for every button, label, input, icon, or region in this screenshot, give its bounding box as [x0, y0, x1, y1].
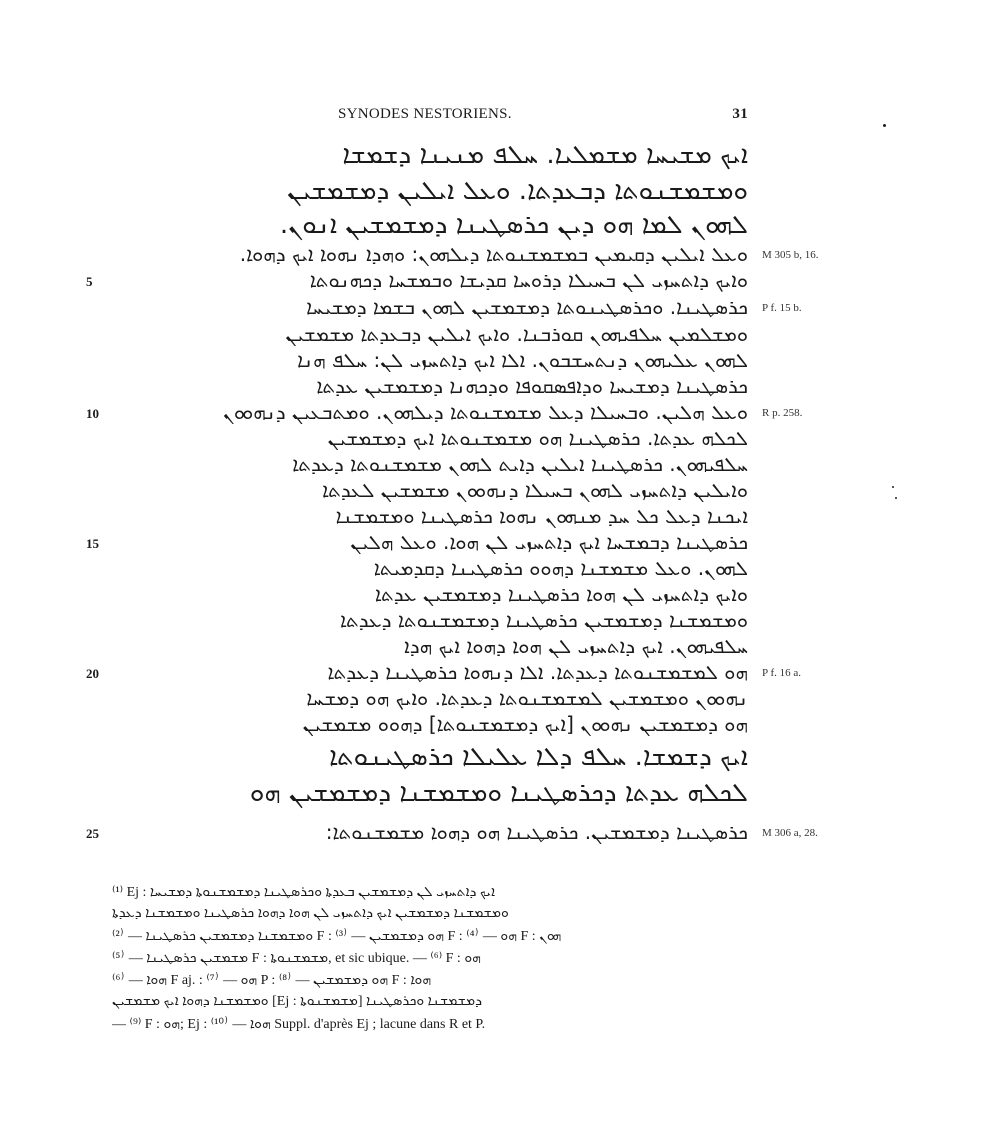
- footnote-line: ܘܡܫܡܫܢܐ ܕܗܘܐ ܐܝܟ ܡܫܡܫܝܢ [Ej : ܡܫܡܫܢܘܬܐ] ܕܡܫܡܫܢܐ ܘܟܪܣܛܝܢܐ: [112, 994, 483, 1009]
- syriac-line-text: ܟܪܣܛܝܢܐ ܕܡܫܡܫܝܢ. ܟܪܣܛܝܢܐ ܗܘ ܕܗܘܐ ܡܫܡܫܢܘܬܐ:: [325, 820, 748, 844]
- footnote-line: ⁽¹⁾ Ej : ܐܝܟ ܕܐܬܚܙܝ ܠܢ ܕܡܫܡܫܝܢ ܒܥܕܬܐ ܘܟܪܣܛܝܢܐ ܕܡܫܡܫܢܘܬܐ ܕܡܫܝܚܐ: [112, 885, 496, 900]
- margin-reference: P f. 15 b.: [762, 302, 802, 314]
- text-line: [0, 742, 982, 772]
- page-speck: [895, 497, 897, 499]
- line-number: 5: [86, 274, 93, 289]
- syriac-line-text: ܟܪܣܛܝܢܐ ܕܡܫܝܚܐ ܘܕܐܦܣܩܘܦܐ ܘܕܟܗܢܐ ܕܡܫܡܫܝܢ ܥܕܬܐ: [316, 374, 748, 398]
- footnote-line: ܘܡܫܡܫܢܐ ܕܡܫܡܫܝܢ ܟܪܣܛܝܢܐ — ⁽²⁾ F : ܗܘ ܕܡܫܡܫܝܢ — ⁽³⁾ F : ܗܘ — ⁽⁴⁾ F : ܗܘܢ: [112, 929, 562, 944]
- syriac-line-text: ܠܟܠܗ ܥܕܬܐ ܕܟܪܣܛܝܢܐ ܘܡܫܡܫܢܐ ܕܡܫܡܫܝܢ ܗܘ: [249, 778, 748, 808]
- margin-reference: M 306 a, 28.: [762, 827, 818, 839]
- footnote-line: — ⁽⁹⁾ F : ܗܘ; Ej : ܗܘܐ — ⁽¹⁰⁾ Suppl. d'après Ej ; lacune dans R et P.: [112, 1017, 486, 1032]
- syriac-line-text: ܘܡܫܡܫܢܘܬܐ ܕܒܥܕܬܐ. ܘܥܠ ܐܝܠܝܢ ܕܡܫܡܫܝܢ: [287, 176, 748, 206]
- syriac-line-text: ܢܗܘܘܢ ܘܡܫܡܫܝܢ ܠܡܫܡܫܢܘܬܐ ܕܥܕܬܐ. ܘܐܝܟ ܗܘ ܕܡܫܚܐ: [306, 686, 748, 710]
- syriac-line-text: ܠܗܘܢ ܠܡܐ ܗܘ ܕܝܢ ܟܪܣܛܝܢܐ ܕܡܫܡܫܝܢ ܐܢܘܢ.: [279, 210, 748, 240]
- text-line: [0, 176, 982, 206]
- syriac-line-text: ܠܗܘܢ. ܘܥܠ ܡܫܡܫܢܐ ܕܗܘܘ ܟܪܣܛܝܢܐ ܕܩܕܡܝܬܐ: [373, 556, 748, 580]
- syriac-line-text: ܘܥܠ ܗܠܝܢ. ܘܒܚܝܠܐ ܕܥܠ ܡܫܡܫܢܘܬܐ ܕܝܠܗܘܢ. ܘܡܬܒܥܝܢ ܕܢܗܘܘܢ: [223, 400, 748, 424]
- syriac-line-text: ܘܡܫܠܡܝܢ ܚܠܦܝܗܘܢ ܩܘܪܒܢܐ. ܘܐܝܟ ܐܝܠܝܢ ܕܒܥܕܬܐ ܡܫܡܫܝܢ: [285, 322, 748, 346]
- text-line: [0, 295, 982, 325]
- page-number: 31: [732, 106, 748, 122]
- syriac-line-text: ܘܐܝܟ ܕܐܬܚܙܝ ܠܢ ܗܘܐ ܟܪܣܛܝܢܐ ܕܡܫܡܫܝܢ ܥܕܬܐ: [374, 582, 748, 606]
- syriac-line-text: ܘܐܝܟ ܕܐܬܚܙܝ ܠܢ ܒܚܝܠܐ ܕܪܘܚܐ ܩܕܝܫܐ ܘܒܡܫܚܐ ܕܟܗܢܘܬܐ: [309, 268, 748, 292]
- syriac-line-text: ܘܡܫܡܫܢܐ ܕܡܫܡܫܝܢ ܟܪܣܛܝܢܐ ܕܡܫܡܫܢܘܬܐ ܕܥܕܬܐ: [339, 608, 748, 632]
- text-line: [0, 140, 982, 170]
- syriac-line-text: ܠܗܘܢ ܥܠܝܗܘܢ ܕܢܬܚܫܒܘܢ. ܐܠܐ ܐܝܟ ܕܐܬܚܙܝ ܠܢ: ܚܠܦ ܗܢܐ: [297, 348, 748, 372]
- text-line: [0, 778, 982, 808]
- text-line: [0, 712, 982, 742]
- syriac-line-text: ܐܝܟ ܕܫܡܫܐ. ܚܠܦ ܕܠܐ ܥܠܝܠܐ ܟܪܣܛܝܢܘܬܐ: [329, 742, 748, 772]
- syriac-line-text: ܐܝܟ ܡܫܝܚܐ ܡܫܡܠܝܐ. ܚܠܦ ܡܢܝܢܐ ܕܫܡܫܐ: [342, 140, 748, 170]
- page-speck: [892, 486, 894, 488]
- syriac-line-text: ܗܘ ܕܡܫܡܫܝܢ ܢܗܘܘܢ [ܐܝܟ ܕܡܫܡܫܢܘܬܐ] ܕܗܘܘ ܡܫܡܫܝܢ: [302, 712, 748, 736]
- syriac-line-text: ܚܠܦܝܗܘܢ. ܐܝܟ ܕܐܬܚܙܝ ܠܢ ܗܘܐ ܕܗܘܐ ܐܝܟ ܗܕܐ: [404, 634, 748, 658]
- page-speck: [883, 124, 886, 127]
- margin-reference: R p. 258.: [762, 407, 803, 419]
- line-number: 10: [86, 406, 99, 421]
- syriac-line-text: ܗܘ ܠܡܫܡܫܢܘܬܐ ܕܥܕܬܐ. ܐܠܐ ܕܢܗܘܐ ܟܪܣܛܝܢܐ ܕܥܕܬܐ: [327, 660, 748, 684]
- line-number: 20: [86, 666, 99, 681]
- syriac-line-text: ܘܥܠ ܐܝܠܝܢ ܕܩܝܡܝܢ ܒܡܫܡܫܢܘܬܐ ܕܝܠܗܘܢ: ܘܗܕܐ ܢܗܘܐ ܐܝܟ ܕܗܘܐ.: [239, 242, 748, 266]
- syriac-line-text: ܟܪܣܛܝܢܐ. ܘܟܪܣܛܝܢܘܬܐ ܕܡܫܡܫܝܢ ܠܗܘܢ ܒܫܡܐ ܕܡܫܝܚܐ: [306, 295, 748, 319]
- text-line: [0, 268, 982, 298]
- margin-reference: P f. 16 a.: [762, 667, 802, 679]
- footnote-line: ܘܡܫܡܫܢܐ ܕܡܫܡܫܝܢ ܐܝܟ ܕܐܬܚܙܝ ܠܢ ܗܘܐ ܕܗܘܐ ܟܪܣܛܝܢܐ ܘܡܫܡܫܢܐ ܕܥܕܬܐ: [112, 906, 509, 921]
- syriac-line-text: ܐܝܟܢܐ ܕܥܠ ܟܠ ܚܕ ܡܢܗܘܢ ܢܗܘܐ ܟܪܣܛܝܢܐ ܘܡܫܡܫܢܐ: [335, 504, 748, 528]
- line-number: 25: [86, 826, 99, 841]
- footnote-line: ܡܫܡܫܝܢ ܟܪܣܛܝܢܐ — ⁽⁵⁾ F : ܡܫܡܫܢܘܬܐ, et sic ubique. — ⁽⁶⁾ F : ܗܘ: [112, 951, 481, 966]
- syriac-line-text: ܠܟܠܗ ܥܕܬܐ. ܟܪܣܛܝܢܐ ܗܘ ܡܫܡܫܢܘܬܐ ܐܝܟ ܕܡܫܡܫܝܢ: [327, 426, 748, 450]
- syriac-line-text: ܘܐܝܠܝܢ ܕܐܬܚܙܝ ܠܗܘܢ ܒܚܝܠܐ ܕܢܗܘܘܢ ܡܫܡܫܝܢ ܠܥܕܬܐ: [322, 478, 748, 502]
- text-line: [0, 210, 982, 240]
- syriac-line-text: ܚܠܦܝܗܘܢ. ܟܪܣܛܝܢܐ ܐܝܠܝܢ ܕܐܝܬ ܠܗܘܢ ܡܫܡܫܢܘܬܐ ܕܥܕܬܐ: [292, 452, 748, 476]
- syriac-line-text: ܟܪܣܛܝܢܐ ܕܒܡܫܚܐ ܐܝܟ ܕܐܬܚܙܝ ܠܢ ܗܘܐ. ܘܥܠ ܗܠܝܢ: [350, 530, 748, 554]
- footnote-line: ܗܘܐ — ⁽⁶⁾ F aj. : ܗܘ — ⁽⁷⁾ P : ܗܘ ܕܡܫܡܫܝܢ — ⁽⁸⁾ F : ܗܘܐ: [112, 973, 432, 988]
- margin-reference: M 305 b, 16.: [762, 249, 819, 261]
- running-head-title: SYNODES NESTORIENS.: [338, 106, 512, 122]
- line-number: 15: [86, 536, 99, 551]
- text-line: [0, 820, 982, 850]
